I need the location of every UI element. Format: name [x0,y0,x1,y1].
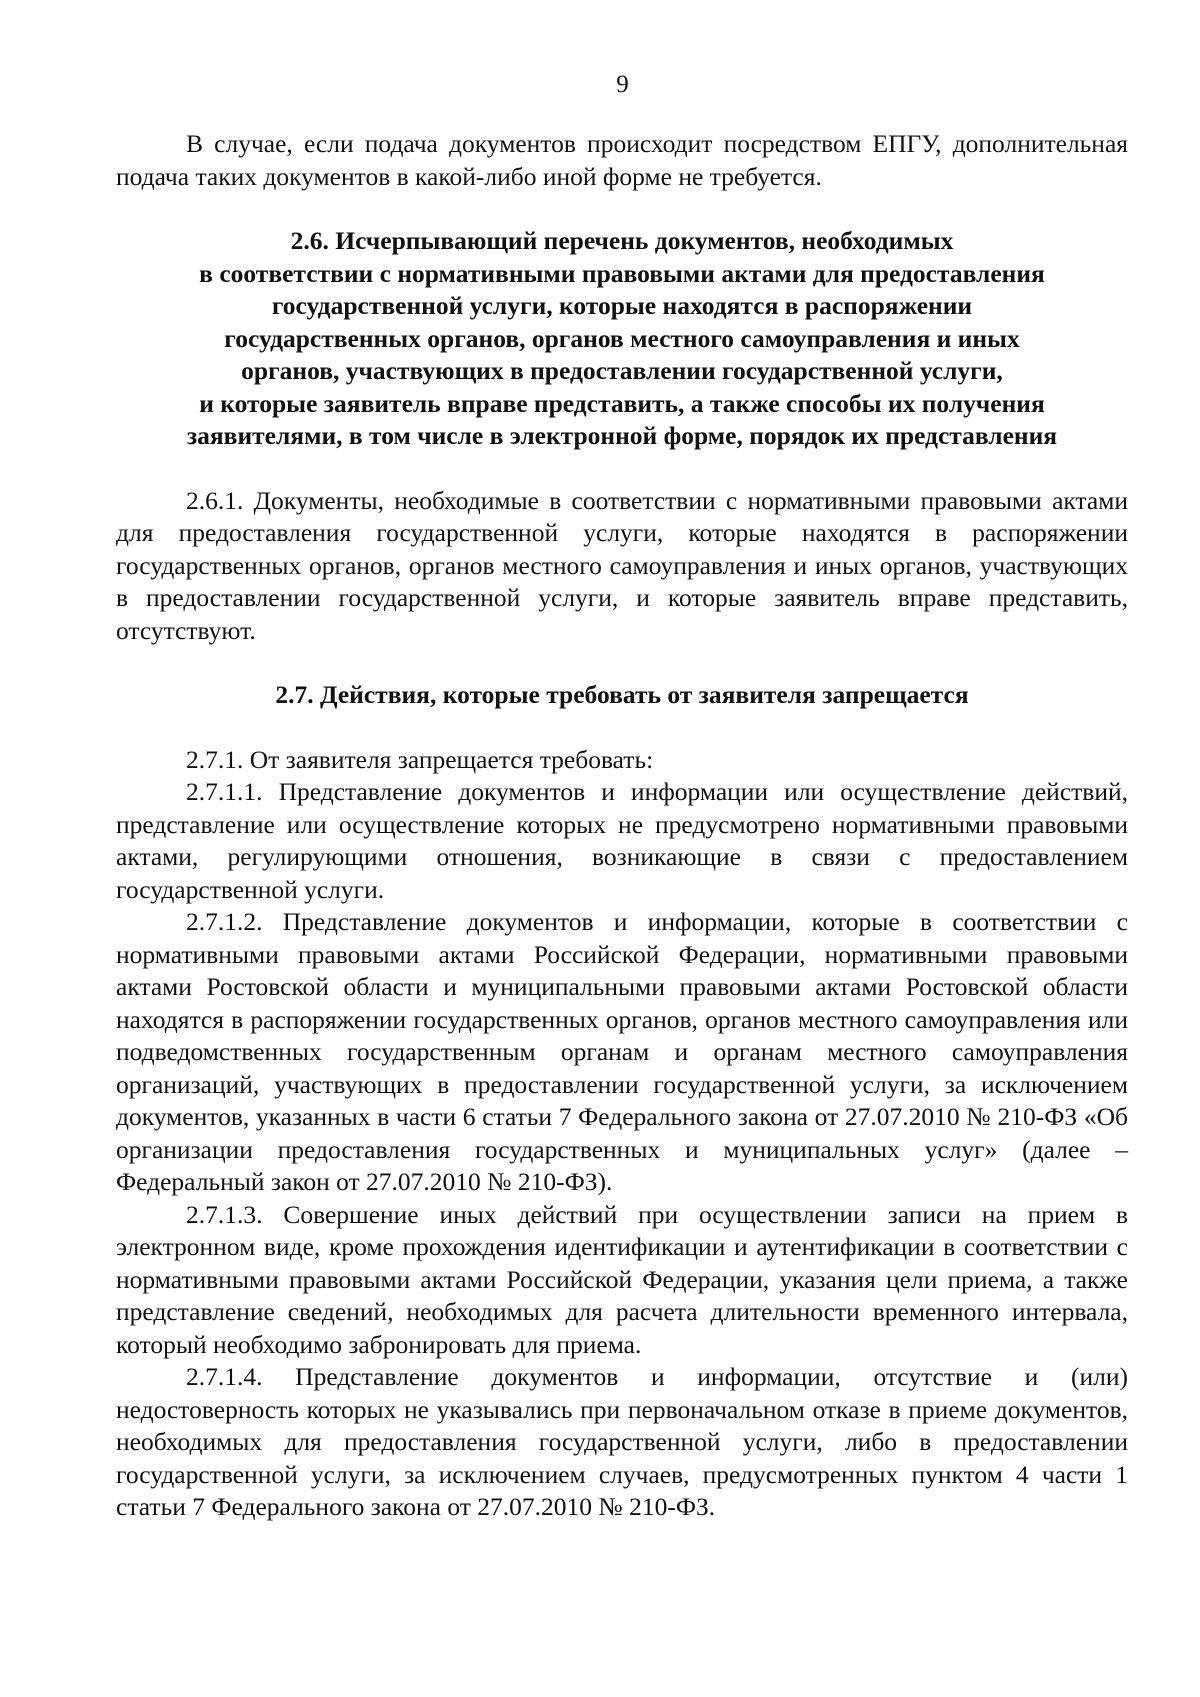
paragraph-2-7-1-4: 2.7.1.4. Представление документов и информации, отсутствие и (или) недостоверность которых не указывались при первоначальном отказе в приеме документов, необходимых для предоставления государственной услуги, либо в предоставлении государственной услуги, за исключением случаев, предусмотренных пунктом 4 части 1 статьи 7 Федерального закона от 27.07.2010 № 210-ФЗ. [116,1362,1128,1521]
paragraph-2-6-1: 2.6.1. Документы, необходимые в соответствии с нормативными правовыми актами для предоставления государственной услуги, которые находятся в распоряжении государственных органов, органов местного самоуправления и иных органов, участвующих в предоставлении государственной услуги, и которые заявитель вправе представить, отсутствуют. [116,485,1128,645]
heading-line: государственной услуги, которые находятся в распоряжении [271,291,973,320]
heading-line: 2.6. Исчерпывающий перечень документов, необходимых [290,226,954,255]
paragraph-2-7-1-3: 2.7.1.3. Совершение иных действий при осуществлении записи на прием в электронном виде, кроме прохождения идентификации и аутентификации в соответствии с нормативными правовыми актами Российской Федерации, указания цели приема, а также представление сведений, необходимых для расчета длительности временного интервала, который необходимо забронировать для приема. [116,1199,1128,1359]
heading-line: органов, участвующих в предоставлении государственной услуги, [241,356,1003,385]
section-2-6-heading [116,225,1128,453]
heading-line: государственных органов, органов местного самоуправления и иных [224,323,1020,353]
section-2-7-heading: 2.7. Действия, которые требовать от заявителя запрещается [275,680,969,709]
paragraph-2-7-1: 2.7.1. От заявителя запрещается требовать: [186,744,654,774]
paragraph-2-7-1-2: 2.7.1.2. Представление документов и информации, которые в соответствии с нормативными правовыми актами Российской Федерации, нормативными правовыми актами Ростовской области и муниципальными правовыми актами Ростовской области находятся в распоряжении государственных органов, органов местного самоуправления или подведомственных государственным органам и органам местного самоуправления организаций, участвующих в предоставлении государственной услуги, за исключением документов, указанных в части 6 статьи 7 Федерального закона от 27.07.2010 № 210-ФЗ «Об организации предоставления государственных и муниципальных услуг» (далее – Федеральный закон от 27.07.2010 № 210-ФЗ). [116,907,1128,1196]
page-number: 9 [616,71,629,98]
heading-line: в соответствии с нормативными правовыми актами для предоставления [199,258,1045,288]
document-body [116,128,1128,1524]
heading-line: заявителями, в том числе в электронной форме, порядок их представления [186,421,1058,450]
intro-paragraph: В случае, если подача документов происходит посредством ЕПГУ, дополнительная подача таких документов в какой-либо иной форме не требуется. [116,129,1128,191]
heading-line: и которые заявитель вправе представить, а также способы их получения [199,388,1045,418]
paragraph-2-7-1-1: 2.7.1.1. Представление документов и информации или осуществление действий, представление или осуществление которых не предусмотрено нормативными правовыми актами, регулирующими отношения, возникающие в связи с предоставлением государственной услуги. [116,777,1128,904]
